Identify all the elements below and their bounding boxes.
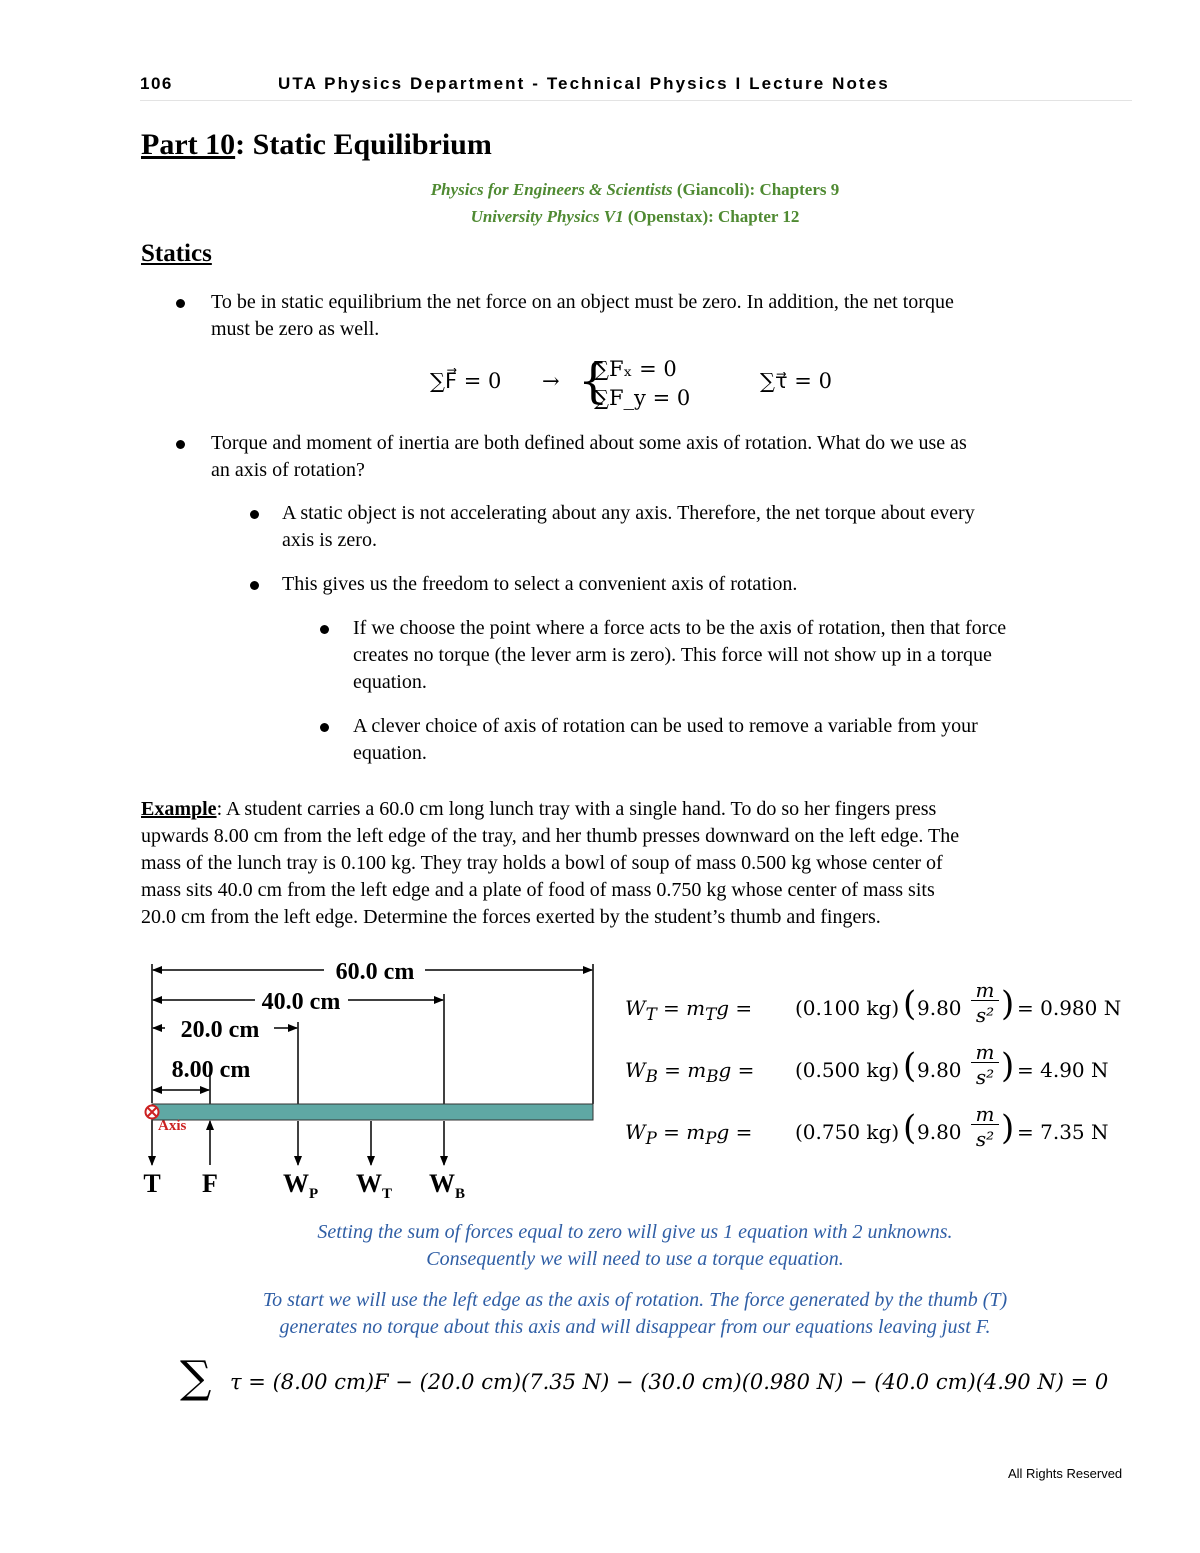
section-heading: Statics xyxy=(141,240,212,267)
dim-20-label: 20.0 cm xyxy=(180,1017,260,1043)
example-label: Example xyxy=(141,798,217,820)
reference-line-2 xyxy=(0,207,1200,227)
bullet-1-line-2: must be zero as well. xyxy=(211,318,380,340)
note-line-2: Consequently we will need to use a torque equation. xyxy=(426,1248,844,1270)
weight-equations xyxy=(625,980,1125,1170)
bullet-dot xyxy=(320,625,329,634)
bullet-dot xyxy=(250,581,259,590)
page-title xyxy=(141,128,492,162)
footer-rights: All Rights Reserved xyxy=(1008,1466,1123,1481)
page-number: 106 xyxy=(140,74,173,93)
weight-eq-result: = 7.35 N xyxy=(1017,1120,1109,1144)
title-colon: : xyxy=(235,128,246,161)
page-header xyxy=(140,74,1132,101)
bullet-2 xyxy=(211,430,1131,484)
bullet-3-line-1: A static object is not accelerating about any axis. Therefore, the net torque about every xyxy=(282,502,975,524)
weight-P-label: $W_P$ xyxy=(283,1169,319,1202)
weight-eq-g: 9.80 xyxy=(917,1120,962,1144)
weight-eq-lhs-sub: B xyxy=(645,1067,658,1086)
example-line-4: mass sits 40.0 cm from the left edge and a plate of food of mass 0.750 kg whose center of mass sits xyxy=(141,879,935,901)
force-T-label: T xyxy=(143,1169,161,1198)
weight-equation-row: $W_P = m_Pg$ = (0.750 kg) ( 9.80 m s² ) = 7.35 N xyxy=(625,1102,1109,1151)
sum-torque-equation: ∑τ⃗ = 0 xyxy=(760,369,832,393)
example-line-2: upwards 8.00 cm from the left edge of the tray, and her thumb presses downward on the left edge. The xyxy=(141,825,960,847)
bullet-3-line-2: axis is zero. xyxy=(282,529,377,551)
reference-book-1: Physics for Engineers & Scientists xyxy=(430,180,673,199)
reference-line-1 xyxy=(0,180,1200,200)
weight-eq-lhs-sub: T xyxy=(645,1005,657,1024)
dim-60-label: 60.0 cm xyxy=(335,959,415,985)
bullet-1 xyxy=(211,289,1131,343)
title-part: Part 10 xyxy=(141,128,236,161)
example-line-1: : A student carries a 60.0 cm long lunch tray with a single hand. To do so her fingers press xyxy=(216,798,937,820)
weight-equation-row: $W_T = m_Tg$ = (0.100 kg) ( 9.80 m s² ) = 0.980 N xyxy=(625,978,1122,1027)
bullet-6 xyxy=(353,713,1133,767)
weight-eq-result: = 4.90 N xyxy=(1017,1058,1109,1082)
bullet-dot xyxy=(250,510,259,519)
example-paragraph xyxy=(141,796,1131,931)
bullet-dot xyxy=(176,299,185,308)
bullet-5 xyxy=(353,615,1133,696)
bullet-6-line-2: equation. xyxy=(353,742,427,764)
bullet-5-line-2: creates no torque (the lever arm is zero). This force will not show up in a torque xyxy=(353,644,992,666)
torque-equation xyxy=(180,1352,1110,1409)
weight-eq-mass-sub: B xyxy=(706,1067,719,1086)
example-line-3: mass of the lunch tray is 0.100 kg. They tray holds a bowl of soup of mass 0.500 kg whose center of xyxy=(141,852,943,874)
weight-equation-row: $W_B = m_Bg$ = (0.500 kg) ( 9.80 m s² ) = 4.90 N xyxy=(625,1040,1109,1089)
bullet-5-line-1: If we choose the point where a force acts to be the axis of rotation, then that force xyxy=(353,617,1007,639)
weight-eq-mass-sub: P xyxy=(705,1129,717,1148)
axis-label: Axis xyxy=(158,1118,187,1134)
implies-arrow: → xyxy=(542,369,560,393)
note-line-3: To start we will use the left edge as the axis of rotation. The force generated by the thumb (T) xyxy=(262,1289,1008,1311)
equilibrium-equations xyxy=(430,355,850,415)
bullet-1-line-1: To be in static equilibrium the net force on an object must be zero. In addition, the net torque xyxy=(211,291,954,313)
bullet-2-line-1: Torque and moment of inertia are both defined about some axis of rotation. What do we use as xyxy=(211,432,967,454)
weight-eq-mass: (0.750 kg) xyxy=(795,1120,900,1144)
torque-equation-text: τ = (8.00 cm)F − (20.0 cm)(7.35 N) − (30.0 cm)(0.980 N) − (40.0 cm)(4.90 N) = 0 xyxy=(230,1370,1109,1394)
bullet-2-line-2: an axis of rotation? xyxy=(211,459,365,481)
force-F-label: F xyxy=(202,1169,218,1198)
sum-force-equation: ∑F⃗ = 0 xyxy=(430,369,502,393)
note-line-4: generates no torque about this axis and will disappear from our equations leaving just F. xyxy=(279,1316,991,1338)
weight-eq-g: 9.80 xyxy=(917,1058,962,1082)
dim-8-label: 8.00 cm xyxy=(171,1057,251,1083)
bullet-dot xyxy=(320,723,329,732)
weight-eq-mass-sub: T xyxy=(705,1005,717,1024)
bullet-3 xyxy=(282,500,1132,554)
example-line-5: 20.0 cm from the left edge. Determine the forces exerted by the student’s thumb and fingers. xyxy=(141,906,881,928)
brace-icon: { xyxy=(578,353,609,409)
title-text: Static Equilibrium xyxy=(252,128,492,161)
note-line-1: Setting the sum of forces equal to zero will give us 1 equation with 2 unknowns. xyxy=(317,1221,953,1243)
bullet-4 xyxy=(282,571,1132,598)
sum-fy-equation: ∑F_y = 0 xyxy=(594,386,691,410)
weight-T-label: $W_T$ xyxy=(356,1169,393,1202)
weight-eq-mass: (0.500 kg) xyxy=(795,1058,900,1082)
weight-eq-g: 9.80 xyxy=(917,996,962,1020)
header-title: UTA Physics Department - Technical Physics I Lecture Notes xyxy=(278,74,890,93)
reference-book-2: University Physics V1 xyxy=(470,207,624,226)
bullet-6-line-1: A clever choice of axis of rotation can be used to remove a variable from your xyxy=(353,715,978,737)
reference-rest-2: (Openstax): Chapter 12 xyxy=(623,207,800,226)
bullet-5-line-3: equation. xyxy=(353,671,427,693)
weight-eq-mass: (0.100 kg) xyxy=(795,996,900,1020)
lunch-tray xyxy=(152,1104,593,1120)
sum-fx-equation: ∑Fₓ = 0 xyxy=(594,357,677,381)
tray-diagram xyxy=(140,958,610,1208)
bullet-dot xyxy=(176,440,185,449)
reference-rest-1: (Giancoli): Chapters 9 xyxy=(672,180,840,199)
summation-icon: ∑ xyxy=(180,1352,212,1403)
weight-B-label: $W_B$ xyxy=(429,1169,466,1202)
weight-eq-lhs-sub: P xyxy=(645,1129,657,1148)
dim-40-label: 40.0 cm xyxy=(261,989,341,1015)
weight-eq-result: = 0.980 N xyxy=(1017,996,1122,1020)
bullet-4-line-1: This gives us the freedom to select a convenient axis of rotation. xyxy=(282,573,798,595)
